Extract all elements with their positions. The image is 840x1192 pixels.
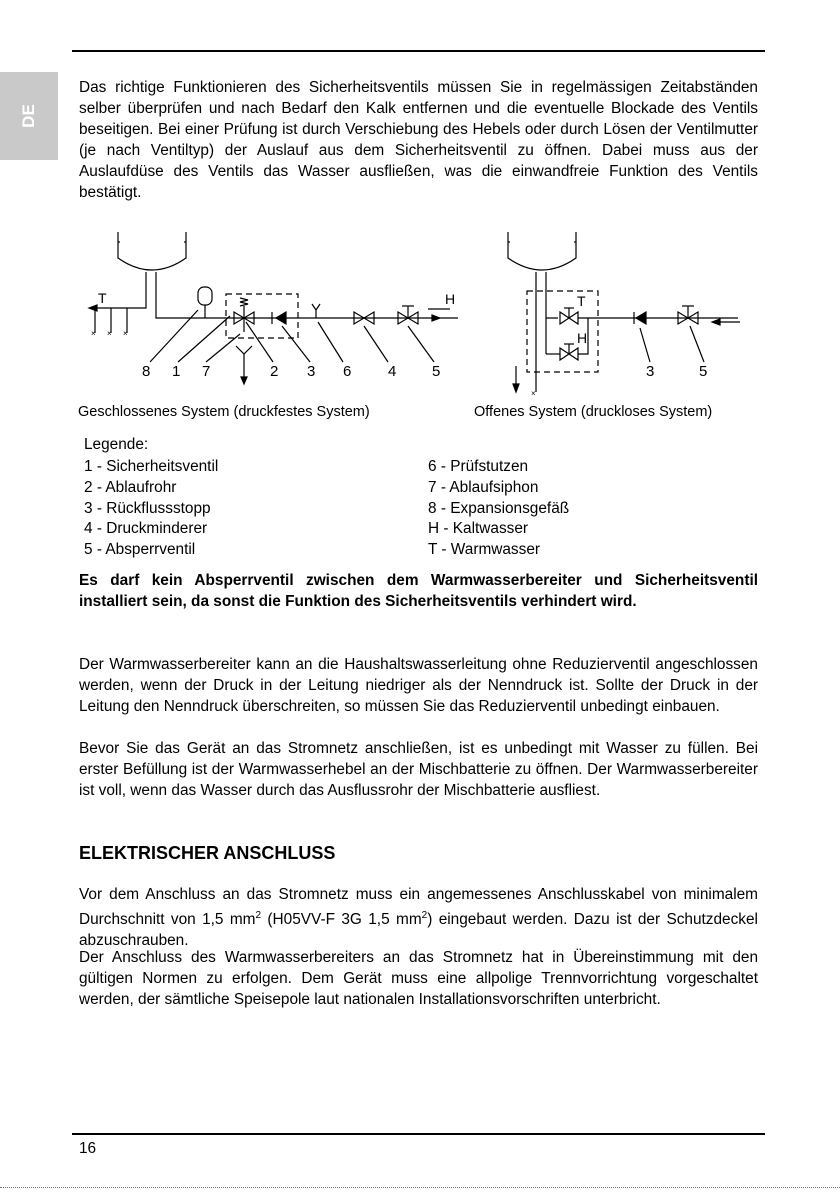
- open-check-valve-icon: [636, 312, 646, 324]
- legend-left-column: [84, 457, 218, 561]
- intro-paragraph: Das richtige Funktionieren des Sicherheitsventils müssen Sie in regelmässigen Zeitabständen selber überprüfen und nach Bedarf den Kalk entfernen und die eventuelle Blockade des Ventils beseitigen. Bei einer Prüfung ist durch Verschiebung des Hebels oder durch Lösen der Ventilmutter (je nach Ventiltyp) der Auslauf aus dem Sicherheitsventil zu öffnen. Dabei muss aus der Auslaufdüse des Ventils das Wasser ausfließen, was die einwandfreie Funktion des Ventils bestätigt.: [79, 79, 758, 201]
- electric-text-a: Vor dem Anschluss an das Stromnetz muss ein angemessenes Anschlusskabel von minimalem Durchschnitt von 1,5 mm: [79, 886, 758, 929]
- svg-text:×: ×: [91, 329, 96, 338]
- electric-text-c: ) eingebaut werden. Dazu ist der Schutzdeckel abzuschrauben.: [79, 911, 758, 950]
- open-callout-5: 5: [699, 363, 708, 380]
- legend-item: 4 - Druckminderer: [84, 520, 208, 538]
- expansion-vessel-icon: [198, 287, 212, 305]
- legend-item: 1 - Sicherheitsventil: [84, 458, 219, 475]
- electric-paragraph-2: Der Anschluss des Warmwasserbereiters an das Stromnetz hat in Übereinstimmung mit den gültigen Normen zu erfolgen. Dem Gerät muss eine allpolige Trennvorrichtung vorgeschaltet werden, der sämtliche Speisepole laut nationalen Installationsvorschriften unterbricht.: [79, 949, 758, 1008]
- superscript: 2: [421, 910, 428, 921]
- closed-cold-water-pipe: [156, 272, 458, 318]
- svg-text:×: ×: [123, 329, 128, 338]
- closed-callout-numbers: [142, 363, 440, 380]
- safety-valve-group: [226, 294, 298, 338]
- legend-item: 3 - Rückflussstopp: [84, 499, 211, 517]
- legend-item: T - Warmwasser: [428, 541, 541, 559]
- pressure-paragraph: Der Warmwasserbereiter kann an die Haushaltswasserleitung ohne Reduzierventil angeschlossen werden, wenn der Druck in der Leitung niedriger als der Nenndruck ist. Sollte der Druck in der Leitung den Nenndruck überschreiten, so müssen Sie das Reduzierventil unbedingt einbauen.: [79, 656, 758, 715]
- closed-system-caption: Geschlossenes System (druckfestes System): [78, 404, 370, 420]
- warning-paragraph: Es darf kein Absperrventil zwischen dem Warmwasserbereiter und Sicherheitsventil installiert sein, da sonst die Funktion des Sicherheitsventils verhindert wird.: [79, 572, 758, 610]
- legend-item: 7 - Ablaufsiphon: [428, 478, 539, 496]
- legend-right-column: [428, 457, 569, 561]
- electric-paragraph-1: [79, 884, 758, 951]
- open-label-H: H: [577, 330, 588, 346]
- electric-text-b: (H05VV-F 3G 1,5 mm: [261, 911, 422, 929]
- svg-text:×: ×: [107, 329, 112, 338]
- closed-label-T: T: [98, 290, 107, 306]
- callout-3: 3: [307, 363, 316, 380]
- test-port-icon: [312, 304, 320, 310]
- callout-6: 6: [343, 363, 352, 380]
- callout-1: 1: [172, 363, 181, 380]
- check-valve-icon: [276, 312, 286, 324]
- siphon-icon: [236, 346, 252, 354]
- footer-rule: [72, 1133, 765, 1135]
- callout-8: 8: [142, 363, 151, 380]
- legend-item: 2 - Ablaufrohr: [84, 478, 177, 496]
- closed-system-schematic: [89, 232, 458, 384]
- svg-text:×: ×: [531, 389, 536, 398]
- callout-4: 4: [388, 363, 397, 380]
- callout-5: 5: [432, 363, 441, 380]
- open-mixing-battery-group: [527, 291, 598, 372]
- closed-water-heater-tank: [118, 232, 186, 270]
- legend-item: 6 - Prüfstutzen: [428, 458, 529, 475]
- language-tab-label: DE: [19, 104, 38, 128]
- superscript: 2: [255, 910, 262, 921]
- closed-label-H: H: [445, 291, 456, 307]
- legend-item: 5 - Absperrventil: [84, 541, 196, 559]
- open-callout-3: 3: [646, 363, 655, 380]
- legend-title: Legende:: [84, 436, 149, 453]
- legend-item: H - Kaltwasser: [428, 520, 529, 538]
- open-label-T: T: [577, 293, 586, 309]
- callout-7: 7: [202, 363, 211, 380]
- filling-paragraph: Bevor Sie das Gerät an das Stromnetz anschließen, ist es unbedingt mit Wasser zu füllen. Bei erster Befüllung ist der Warmwasserhebel an der Mischbatterie zu öffnen. Der Warmwasserbereiter ist voll, wenn das Wasser durch das Ausflussrohr der Mischbatterie ausfliest.: [79, 740, 758, 799]
- page-edge-dotted-line: [0, 1187, 840, 1188]
- electric-heading: ELEKTRISCHER ANSCHLUSS: [79, 843, 336, 863]
- open-water-heater-tank: [508, 232, 576, 270]
- open-system-caption: Offenes System (druckloses System): [474, 404, 713, 420]
- legend-item: 8 - Expansionsgefäß: [428, 499, 570, 517]
- open-callout-numbers: [646, 363, 707, 380]
- callout-2: 2: [270, 363, 279, 380]
- installation-diagram: [0, 0, 840, 400]
- page-number: 16: [79, 1140, 97, 1157]
